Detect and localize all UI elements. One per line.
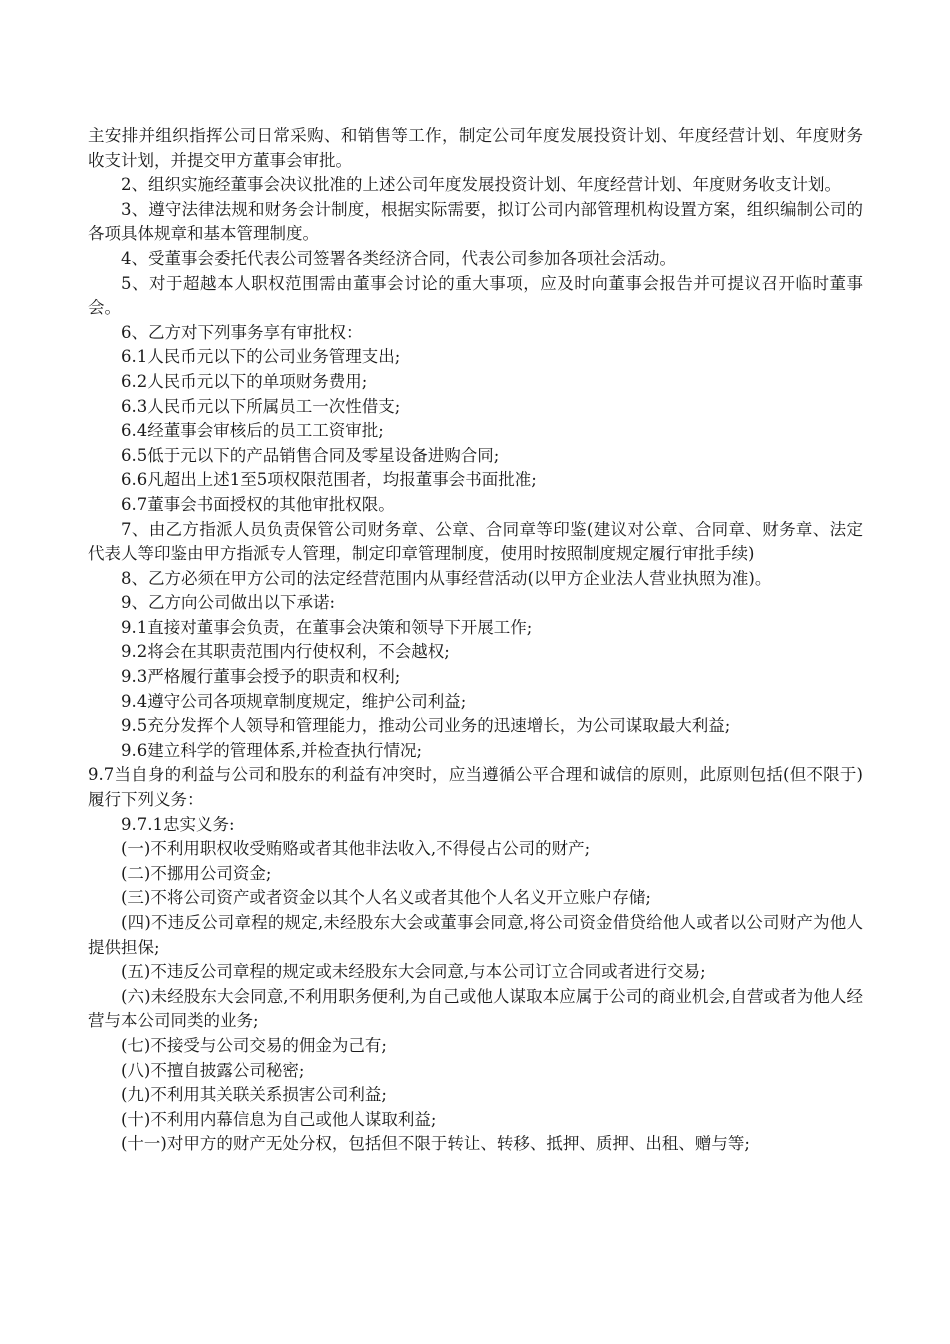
paragraph: 7、由乙方指派人员负责保管公司财务章、公章、合同章等印鉴(建议对公章、合同章、财务章、法定代表人等印鉴由甲方指派专人管理，制定印章管理制度，使用时按照制度规定履行审批手续) — [88, 519, 863, 564]
document-body — [88, 124, 863, 1157]
paragraph: 6.6凡超出上述1至5项权限范围者，均报董事会书面批准; — [121, 470, 537, 490]
paragraph: 2、组织实施经董事会决议批准的上述公司年度发展投资计划、年度经营计划、年度财务收支计划。 — [121, 175, 841, 195]
paragraph: (九)不利用其关联关系损害公司利益; — [121, 1085, 387, 1105]
paragraph: 3、遵守法律法规和财务会计制度，根据实际需要，拟订公司内部管理机构设置方案，组织编制公司的各项具体规章和基本管理制度。 — [88, 199, 863, 244]
paragraph: 主安排并组织指挥公司日常采购、和销售等工作，制定公司年度发展投资计划、年度经营计划、年度财务收支计划，并提交甲方董事会审批。 — [88, 126, 863, 170]
paragraph: 9.7当自身的利益与公司和股东的利益有冲突时，应当遵循公平合理和诚信的原则，此原则包括(但不限于)履行下列义务： — [88, 765, 863, 810]
paragraph: 9.3严格履行董事会授予的职责和权利; — [121, 667, 401, 687]
paragraph: 9.2将会在其职责范围内行使权利，不会越权; — [121, 642, 450, 662]
paragraph: 6、乙方对下列事务享有审批权： — [121, 322, 363, 342]
paragraph: 6.3人民币元以下所属员工一次性借支; — [121, 396, 401, 416]
paragraph: 9.4遵守公司各项规章制度规定，维护公司利益; — [121, 691, 467, 711]
paragraph: (八)不擅自披露公司秘密; — [121, 1060, 305, 1080]
paragraph: (五)不违反公司章程的规定或未经股东大会同意,与本公司订立合同或者进行交易; — [121, 962, 706, 982]
paragraph: 6.2人民币元以下的单项财务费用; — [121, 371, 368, 391]
paragraph: 9、乙方向公司做出以下承诺: — [121, 593, 336, 613]
paragraph: 9.5充分发挥个人领导和管理能力，推动公司业务的迅速增长，为公司谋取最大利益; — [121, 716, 731, 736]
paragraph: (六)未经股东大会同意,不利用职务便利,为自己或他人谋取本应属于公司的商业机会,自营或者为他人经营与本公司同类的业务; — [88, 986, 863, 1031]
paragraph: 9.1直接对董事会负责，在董事会决策和领导下开展工作; — [121, 617, 533, 637]
paragraph: (十一)对甲方的财产无处分权，包括但不限于转让、转移、抵押、质押、出租、赠与等; — [121, 1134, 750, 1154]
paragraph: 6.1人民币元以下的公司业务管理支出; — [121, 347, 401, 367]
paragraph: 9.6建立科学的管理体系,并检查执行情况; — [121, 740, 423, 760]
paragraph: (三)不将公司资产或者资金以其个人名义或者其他个人名义开立账户存储; — [121, 888, 651, 908]
paragraph: (四)不违反公司章程的规定,未经股东大会或董事会同意,将公司资金借贷给他人或者以公司财产为他人提供担保; — [88, 913, 863, 957]
paragraph: 8、乙方必须在甲方公司的法定经营范围内从事经营活动(以甲方企业法人营业执照为准)。 — [121, 568, 772, 588]
paragraph: (一)不利用职权收受贿赂或者其他非法收入,不得侵占公司的财产; — [121, 839, 591, 859]
paragraph: 6.4经董事会审核后的员工工资审批; — [121, 421, 384, 441]
paragraph: 6.5低于元以下的产品销售合同及零星设备进购合同; — [121, 445, 500, 465]
paragraph: 5、对于超越本人职权范围需由董事会讨论的重大事项，应及时向董事会报告并可提议召开临时董事会。 — [88, 273, 863, 318]
paragraph: (二)不挪用公司资金; — [121, 863, 272, 883]
paragraph: 9.7.1忠实义务: — [121, 814, 235, 834]
paragraph: (十)不利用内幕信息为自己或他人谋取利益; — [121, 1109, 437, 1129]
paragraph: 6.7董事会书面授权的其他审批权限。 — [121, 494, 395, 514]
paragraph: (七)不接受与公司交易的佣金为己有; — [121, 1035, 387, 1055]
paragraph: 4、受董事会委托代表公司签署各类经济合同，代表公司参加各项社会活动。 — [121, 248, 676, 268]
